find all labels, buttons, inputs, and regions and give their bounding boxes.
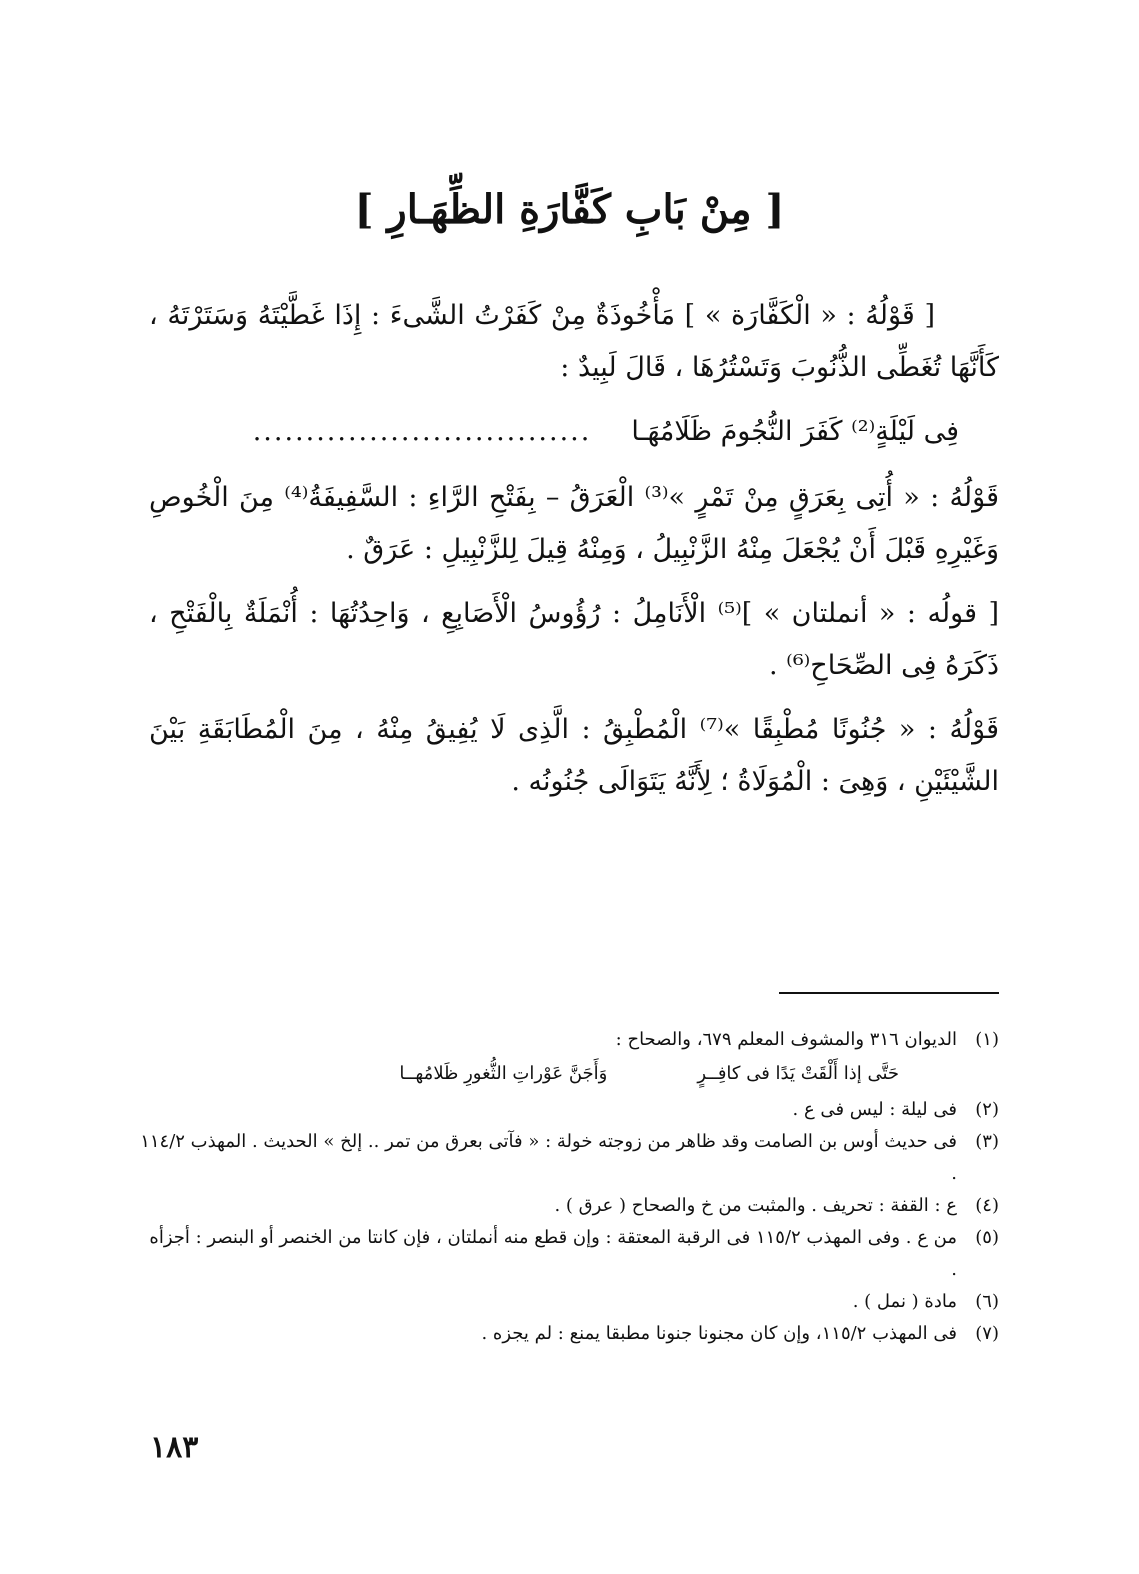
footnote-5 (139, 1222, 999, 1286)
footnote-number: (٤) (975, 1195, 999, 1216)
footnote-verse (139, 1058, 999, 1090)
footnote-1 (139, 1024, 999, 1056)
footnotes (139, 1024, 999, 1350)
footnote-3 (139, 1126, 999, 1190)
paragraph-anamil: [ قولُه : « أنملتان » ]⁽⁵⁾ الْأَنَامِلُ : رُؤُوسُ الْأَصَابِعِ ، وَاحِدُتُهَا : أُنْمَلَةٌ بِالْفَتْحِ ، ذَكَرَهُ فِى الصِّحَاحِ⁽⁶⁾ . (149, 598, 999, 681)
footnote-number: (١) (975, 1029, 999, 1050)
footnote-4 (139, 1190, 999, 1222)
paragraph-araq: قَوْلُهُ : « أُتِى بِعَرَقٍ مِنْ تَمْرٍ »⁽³⁾ الْعَرَقُ – بِفَتْحِ الرَّاءِ : السَّفِيفَةُ⁽⁴⁾ مِنَ الْخُوصِ وَغَيْرِهِ قَبْلَ أَنْ يُجْعَلَ مِنْهُ الزَّنْبِيلُ ، وَمِنْهُ قِيلَ لِلزَّنْبِيلِ : عَرَقٌ . (149, 482, 999, 565)
paragraph-kaffara: [ قَوْلُهُ : « الْكَفَّارَة » ] مَأْخُوذَةٌ مِنْ كَفَرْتُ الشَّىءَ : إِذَا غَطَّيْتَهُ وَسَتَرْتَهُ ، كَأَنَّهَا تُغَطِّى الذُّنُوبَ وَتَسْتُرُهَا ، قَالَ لَبِيدٌ : (149, 300, 999, 383)
footnote-verse-right: حَتَّى إذا أَلْقَتْ يَدًا فى كافِــرٍ (697, 1063, 899, 1084)
verse-hemistich: فِى لَيْلَةٍ⁽²⁾ كَفَرَ النُّجُومَ ظَلَامُهَـا (631, 416, 959, 447)
footnote-number: (٦) (975, 1291, 999, 1312)
footnote-number: (٥) (975, 1227, 999, 1248)
footnote-number: (٧) (975, 1323, 999, 1344)
footnote-6 (139, 1286, 999, 1318)
paragraph-mutbiq: قَوْلُهُ : « جُنُونًا مُطْبِقًا »⁽⁷⁾ الْمُطْبِقُ : الَّذِى لَا يُفِيقُ مِنْهُ ، مِنَ الْمُطَابَقَةِ بَيْنَ الشَّيْئَيْنِ ، وَهِىَ : الْمُوَلَاةُ ؛ لِأَنَّهُ يَتَوَالَى جُنُونُه . (149, 714, 999, 797)
footnote-text: ع : القفة : تحريف . والمثبت من خ والصحاح ( عرق ) . (554, 1195, 957, 1216)
footnote-7 (139, 1318, 999, 1350)
footnote-number: (٣) (975, 1131, 999, 1152)
footnote-verse-left: وَأَجَنَّ عَوْراتِ الثُّغورِ ظَلامُهــا (399, 1063, 608, 1084)
footnote-number: (٢) (975, 1099, 999, 1120)
verse-ellipsis: ................................ (252, 416, 592, 447)
chapter-title: [ مِنْ بَابِ كَفَّارَةِ الظِّهَـارِ ] (354, 186, 785, 233)
footnote-text: فى المهذب ١١٥/٢، وإن كان مجنونا جنونا مطبقا يمنع : لم يجزه . (481, 1323, 957, 1344)
footnote-text: فى ليلة : ليس فى ع . (792, 1099, 957, 1120)
footnote-text: الديوان ٣١٦ والمشوف المعلم ٦٧٩، والصحاح : (615, 1029, 957, 1050)
footnote-text: من ع . وفى المهذب ١١٥/٢ فى الرقبة المعتقة : وإن قطع منه أنملتان ، فإن كانتا من الخنصر أو البنصر : أجزأه . (149, 1227, 957, 1280)
main-text (149, 290, 999, 820)
footnote-text: مادة ( نمل ) . (852, 1291, 957, 1312)
footnote-text: فى حديث أوس بن الصامت وقد ظاهر من زوجته خولة : « فآتى بعرق من تمر .. إلخ » الحديث . المهذب ١١٤/٢ . (140, 1131, 957, 1184)
footnote-2 (139, 1094, 999, 1126)
footnote-divider (779, 992, 999, 994)
page-number: ١٨٣ (150, 1430, 199, 1465)
verse-line (149, 406, 999, 458)
